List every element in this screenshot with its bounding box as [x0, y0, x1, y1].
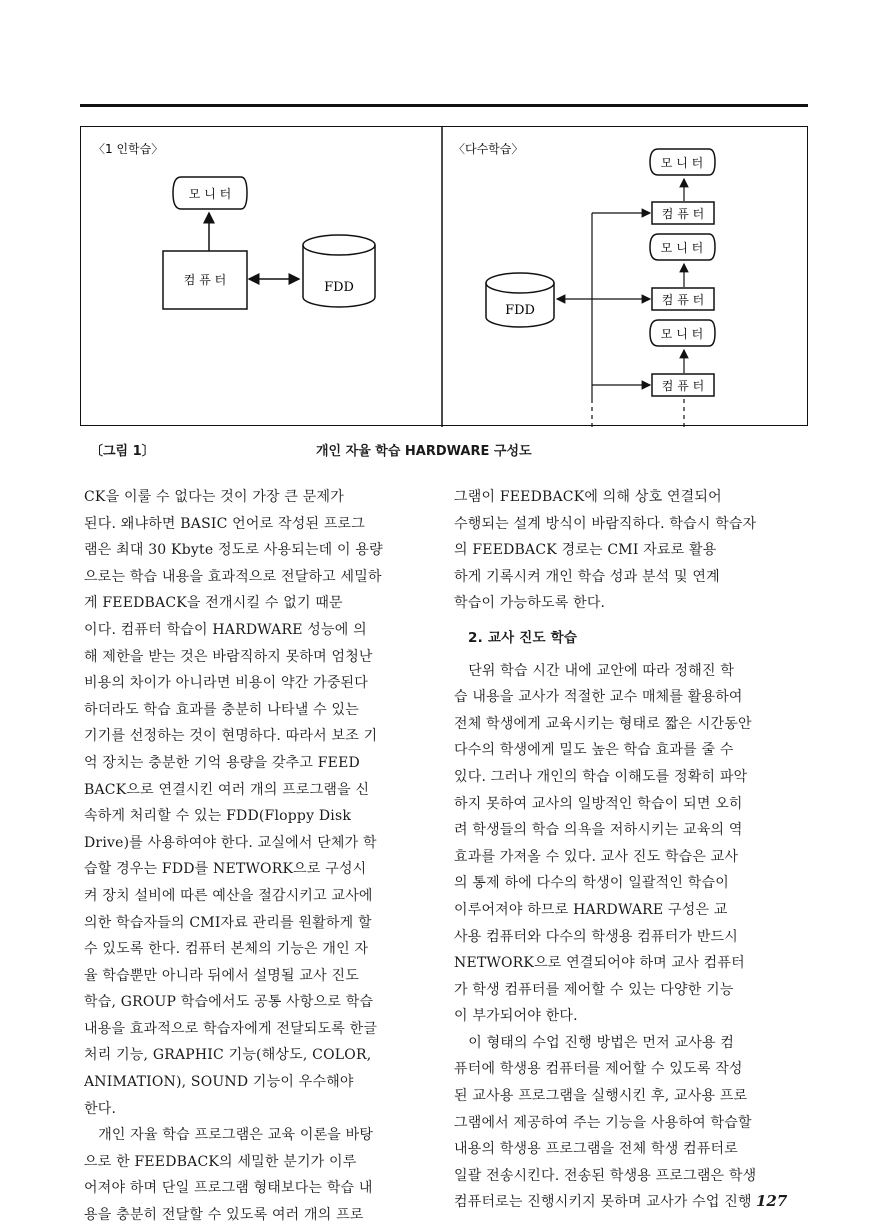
- text-line: 으로 한 FEEDBACK의 세밀한 분기가 이루: [84, 1153, 357, 1170]
- text-line: 이루어져야 하므로 HARDWARE 구성은 교: [454, 901, 728, 918]
- text-line: 이 부가되어야 한다.: [454, 1008, 578, 1025]
- text-line: 율 학습뿐만 아니라 뒤에서 설명될 교사 진도: [84, 967, 359, 984]
- hardware-diagram: [81, 127, 809, 427]
- text-line: ANIMATION), SOUND 기능이 우수해야: [84, 1074, 354, 1091]
- text-line: 컴퓨터로는 진행시키지 못하며 교사가 수업 진행: [454, 1194, 752, 1211]
- text-line: 습 내용을 교사가 적절한 교수 매체를 활용하여: [454, 689, 743, 706]
- text-line: 게 FEEDBACK을 전개시킬 수 없기 때문: [84, 595, 343, 612]
- computer-node-right-1: [652, 202, 714, 224]
- fdd-node-left: [303, 235, 375, 307]
- text-line: 그램에서 제공하여 주는 기능을 사용하여 학습할: [454, 1114, 752, 1131]
- svg-text:컴 퓨 터: 컴 퓨 터: [661, 207, 705, 221]
- text-line: 하더라도 학습 효과를 충분히 나타낼 수 있는: [84, 701, 359, 718]
- text-line: 의한 학습자들의 CMI자료 관리를 원활하게 할: [84, 914, 372, 931]
- left-column-text: [84, 484, 420, 1229]
- text-line: BACK으로 연결시킨 여러 개의 프로그램을 신: [84, 781, 370, 798]
- svg-text:컴 퓨 터: 컴 퓨 터: [661, 379, 705, 393]
- text-line: 수행되는 설계 방식이 바람직하다. 학습시 학습자: [454, 515, 757, 532]
- text-line: 그램이 FEEDBACK에 의해 상호 연결되어: [454, 489, 722, 505]
- svg-text:모 니 터: 모 니 터: [660, 327, 704, 341]
- text-line: 램은 최대 30 Kbyte 정도로 사용되는데 이 용량: [84, 542, 383, 559]
- left-panel-label: 〈1 인학습〉: [93, 142, 164, 156]
- text-line: 의 FEEDBACK 경로는 CMI 자료로 활용: [454, 542, 717, 559]
- right-column-body: [454, 658, 794, 1216]
- figure-1: [80, 126, 808, 426]
- svg-text:모 니 터: 모 니 터: [660, 156, 704, 170]
- page-number: 127: [756, 1192, 788, 1210]
- right-column-intro: [454, 484, 794, 617]
- text-line: 다수의 학생에게 밀도 높은 학습 효과를 줄 수: [454, 742, 734, 759]
- svg-text:컴 퓨 터: 컴 퓨 터: [661, 293, 705, 307]
- text-line: 으로는 학습 내용을 효과적으로 전달하고 세밀하: [84, 568, 382, 585]
- svg-text:모 니 터: 모 니 터: [660, 241, 704, 255]
- text-line: 어져야 하며 단일 프로그램 형태보다는 학습 내: [84, 1180, 373, 1197]
- text-line: 된다. 왜냐하면 BASIC 언어로 작성된 프로그: [84, 515, 365, 532]
- text-line: 용을 충분히 전달할 수 있도록 여러 개의 프로: [84, 1207, 364, 1224]
- text-line: 내용을 효과적으로 학습자에게 전달되도록 한글: [84, 1020, 378, 1037]
- section-heading: 2. 교사 진도 학습: [468, 629, 578, 646]
- text-line: 이 형태의 수업 진행 방법은 먼저 교사용 컴: [454, 1034, 735, 1051]
- text-line: 퓨터에 학생용 컴퓨터를 제어할 수 있도록 작성: [454, 1061, 743, 1078]
- text-line: 학습, GROUP 학습에서도 공통 사항으로 학습: [84, 994, 374, 1011]
- text-line: 내용의 학생용 프로그램을 전체 학생 컴퓨터로: [454, 1141, 739, 1158]
- text-line: 이다. 컴퓨터 학습이 HARDWARE 성능에 의: [84, 621, 367, 638]
- text-line: 가 학생 컴퓨터를 제어할 수 있는 다양한 기능: [454, 981, 734, 998]
- monitor-node-right-3: [650, 320, 715, 346]
- text-line: CK을 이룰 수 없다는 것이 가장 큰 문제가: [84, 489, 344, 505]
- figure-caption: 개인 자율 학습 HARDWARE 구성도: [316, 444, 532, 459]
- text-line: 의 통제 하에 다수의 학생이 일괄적인 학습이: [454, 875, 729, 892]
- text-line: 억 장치는 충분한 기억 용량을 갖추고 FEED: [84, 754, 360, 771]
- text-line: 한다.: [84, 1100, 117, 1117]
- text-line: 려 학생들의 학습 의욕을 저하시키는 교육의 역: [454, 822, 743, 839]
- monitor-label: 모 니 터: [188, 187, 232, 201]
- svg-text:FDD: FDD: [505, 303, 535, 318]
- text-line: 학습이 가능하도록 한다.: [454, 595, 606, 612]
- text-line: Drive)를 사용하여야 한다. 교실에서 단체가 학: [84, 834, 377, 851]
- right-panel-label: 〈다수학습〉: [453, 142, 524, 156]
- computer-node-left: [163, 251, 247, 309]
- text-line: 켜 장치 설비에 따른 예산을 절감시키고 교사에: [84, 887, 373, 904]
- text-line: 사용 컴퓨터와 다수의 학생용 컴퓨터가 반드시: [454, 928, 739, 945]
- text-line: 습할 경우는 FDD를 NETWORK으로 구성시: [84, 861, 367, 878]
- text-line: 단위 학습 시간 내에 교안에 따라 정해진 학: [454, 662, 735, 679]
- text-line: 있다. 그러나 개인의 학습 이해도를 정확히 파악: [454, 768, 748, 785]
- text-line: 전체 학생에게 교육시키는 형태로 짧은 시간동안: [454, 715, 752, 732]
- text-line: 해 제한을 받는 것은 바람직하지 못하며 엄청난: [84, 648, 373, 665]
- monitor-node-right-1: [650, 149, 715, 175]
- fdd-node-right: [486, 273, 554, 327]
- text-line: 비용의 차이가 아니라면 비용이 약간 가중된다: [84, 675, 369, 692]
- computer-node-right-2: [652, 288, 714, 310]
- right-column: [454, 484, 794, 1216]
- text-line: 속하게 처리할 수 있는 FDD(Floppy Disk: [84, 808, 352, 825]
- text-line: 수 있도록 한다. 컴퓨터 본체의 기능은 개인 자: [84, 941, 369, 958]
- text-line: 개인 자율 학습 프로그램은 교육 이론을 바탕: [84, 1127, 374, 1144]
- text-line: 하게 기록시켜 개인 학습 성과 분석 및 연계: [454, 568, 720, 585]
- text-line: 하지 못하여 교사의 일방적인 학습이 되면 오히: [454, 795, 743, 812]
- text-line: 일괄 전송시킨다. 전송된 학생용 프로그램은 학생: [454, 1167, 757, 1184]
- text-line: NETWORK으로 연결되어야 하며 교사 컴퓨터: [454, 955, 745, 972]
- computer-label: 컴 퓨 터: [183, 273, 227, 287]
- figure-number: 〔그림 1〕: [90, 444, 155, 459]
- top-rule: [80, 104, 808, 107]
- text-line: 기기를 선정하는 것이 현명하다. 따라서 보조 기: [84, 728, 378, 745]
- monitor-node-left: [173, 177, 247, 209]
- text-line: 처리 기능, GRAPHIC 기능(해상도, COLOR,: [84, 1047, 372, 1064]
- monitor-node-right-2: [650, 234, 715, 260]
- fdd-label: FDD: [324, 280, 354, 295]
- text-line: 된 교사용 프로그램을 실행시킨 후, 교사용 프로: [454, 1088, 748, 1105]
- left-column: [84, 484, 420, 1229]
- text-line: 효과를 가져올 수 있다. 교사 진도 학습은 교사: [454, 848, 739, 865]
- computer-node-right-3: [652, 374, 714, 396]
